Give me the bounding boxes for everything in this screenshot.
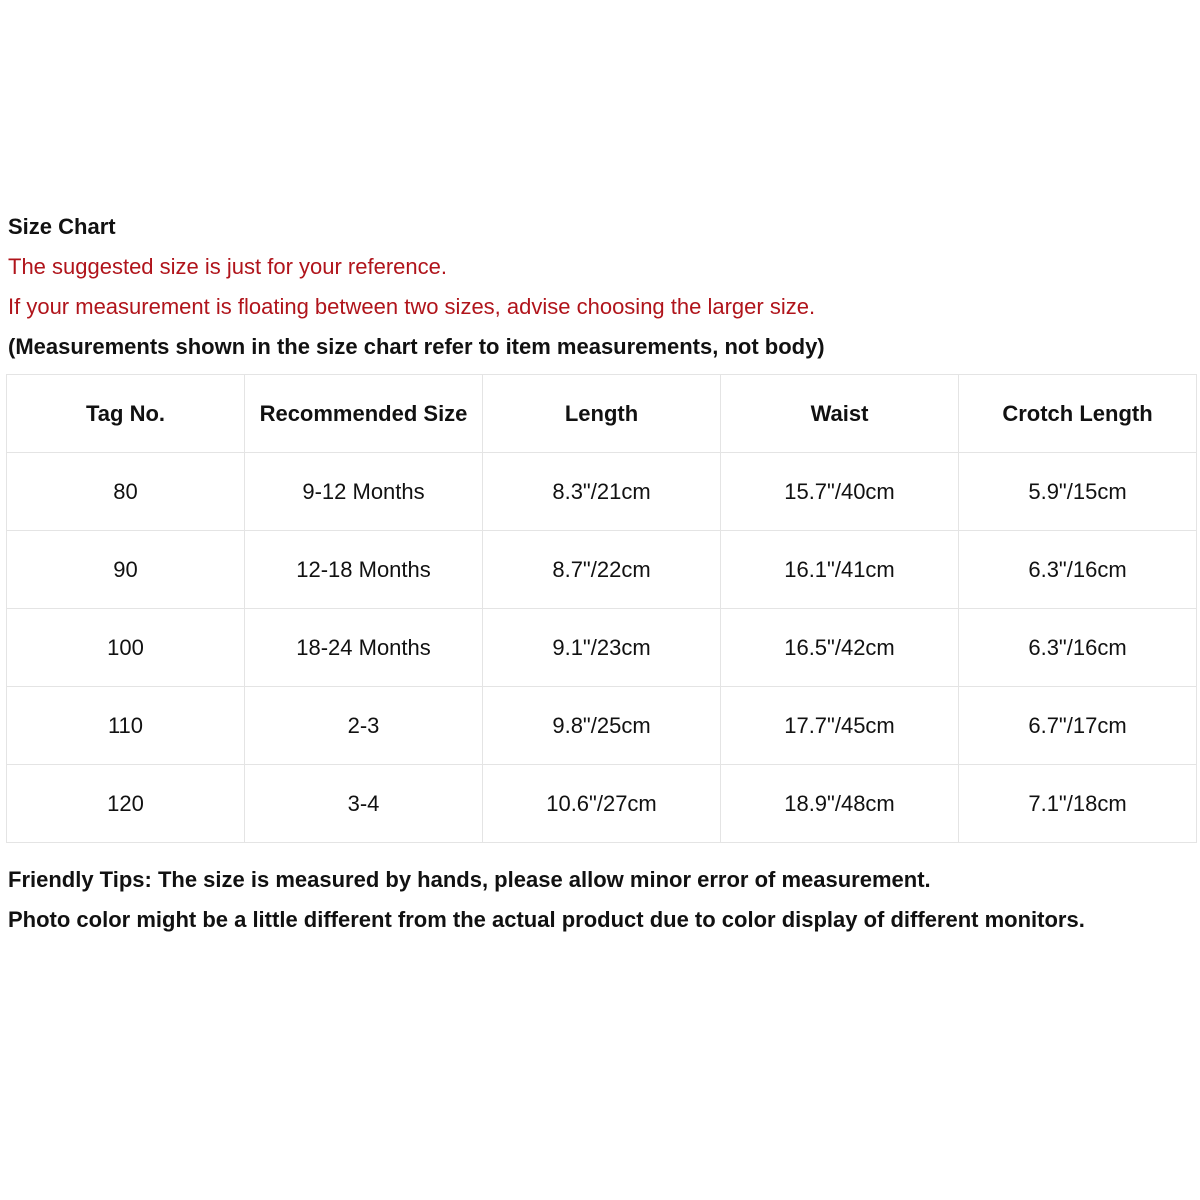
table-row — [7, 453, 1197, 531]
table-row — [7, 687, 1197, 765]
size-table — [6, 374, 1197, 843]
table-row — [7, 531, 1197, 609]
cell-recommended-size: 12-18 Months — [245, 531, 483, 609]
cell-length: 10.6"/27cm — [483, 765, 721, 843]
cell-crotch-length: 5.9"/15cm — [959, 453, 1197, 531]
cell-recommended-size: 9-12 Months — [245, 453, 483, 531]
column-header-length: Length — [483, 375, 721, 453]
cell-recommended-size: 2-3 — [245, 687, 483, 765]
cell-recommended-size: 3-4 — [245, 765, 483, 843]
table-row — [7, 765, 1197, 843]
cell-tag-no: 90 — [7, 531, 245, 609]
photo-color-note: Photo color might be a little different from the actual product due to color display of different monitors. — [8, 907, 1085, 932]
cell-length: 8.3"/21cm — [483, 453, 721, 531]
cell-waist: 16.1"/41cm — [721, 531, 959, 609]
friendly-tips: Friendly Tips: The size is measured by hands, please allow minor error of measurement. — [8, 867, 931, 892]
measurement-disclaimer: (Measurements shown in the size chart refer to item measurements, not body) — [8, 334, 825, 359]
cell-tag-no: 120 — [7, 765, 245, 843]
cell-waist: 15.7"/40cm — [721, 453, 959, 531]
cell-length: 9.8"/25cm — [483, 687, 721, 765]
cell-length: 9.1"/23cm — [483, 609, 721, 687]
column-header-tag-no: Tag No. — [7, 375, 245, 453]
column-header-recommended-size: Recommended Size — [245, 375, 483, 453]
table-row — [7, 609, 1197, 687]
cell-recommended-size: 18-24 Months — [245, 609, 483, 687]
cell-tag-no: 110 — [7, 687, 245, 765]
cell-tag-no: 80 — [7, 453, 245, 531]
cell-waist: 17.7"/45cm — [721, 687, 959, 765]
cell-waist: 18.9"/48cm — [721, 765, 959, 843]
reference-note: The suggested size is just for your reference. — [8, 254, 447, 279]
cell-crotch-length: 6.3"/16cm — [959, 609, 1197, 687]
cell-crotch-length: 7.1"/18cm — [959, 765, 1197, 843]
column-header-waist: Waist — [721, 375, 959, 453]
larger-size-advice: If your measurement is floating between two sizes, advise choosing the larger size. — [8, 294, 816, 319]
cell-crotch-length: 6.7"/17cm — [959, 687, 1197, 765]
size-chart-title: Size Chart — [8, 214, 116, 239]
cell-length: 8.7"/22cm — [483, 531, 721, 609]
table-header-row — [7, 375, 1197, 453]
cell-waist: 16.5"/42cm — [721, 609, 959, 687]
cell-crotch-length: 6.3"/16cm — [959, 531, 1197, 609]
cell-tag-no: 100 — [7, 609, 245, 687]
column-header-crotch-length: Crotch Length — [959, 375, 1197, 453]
